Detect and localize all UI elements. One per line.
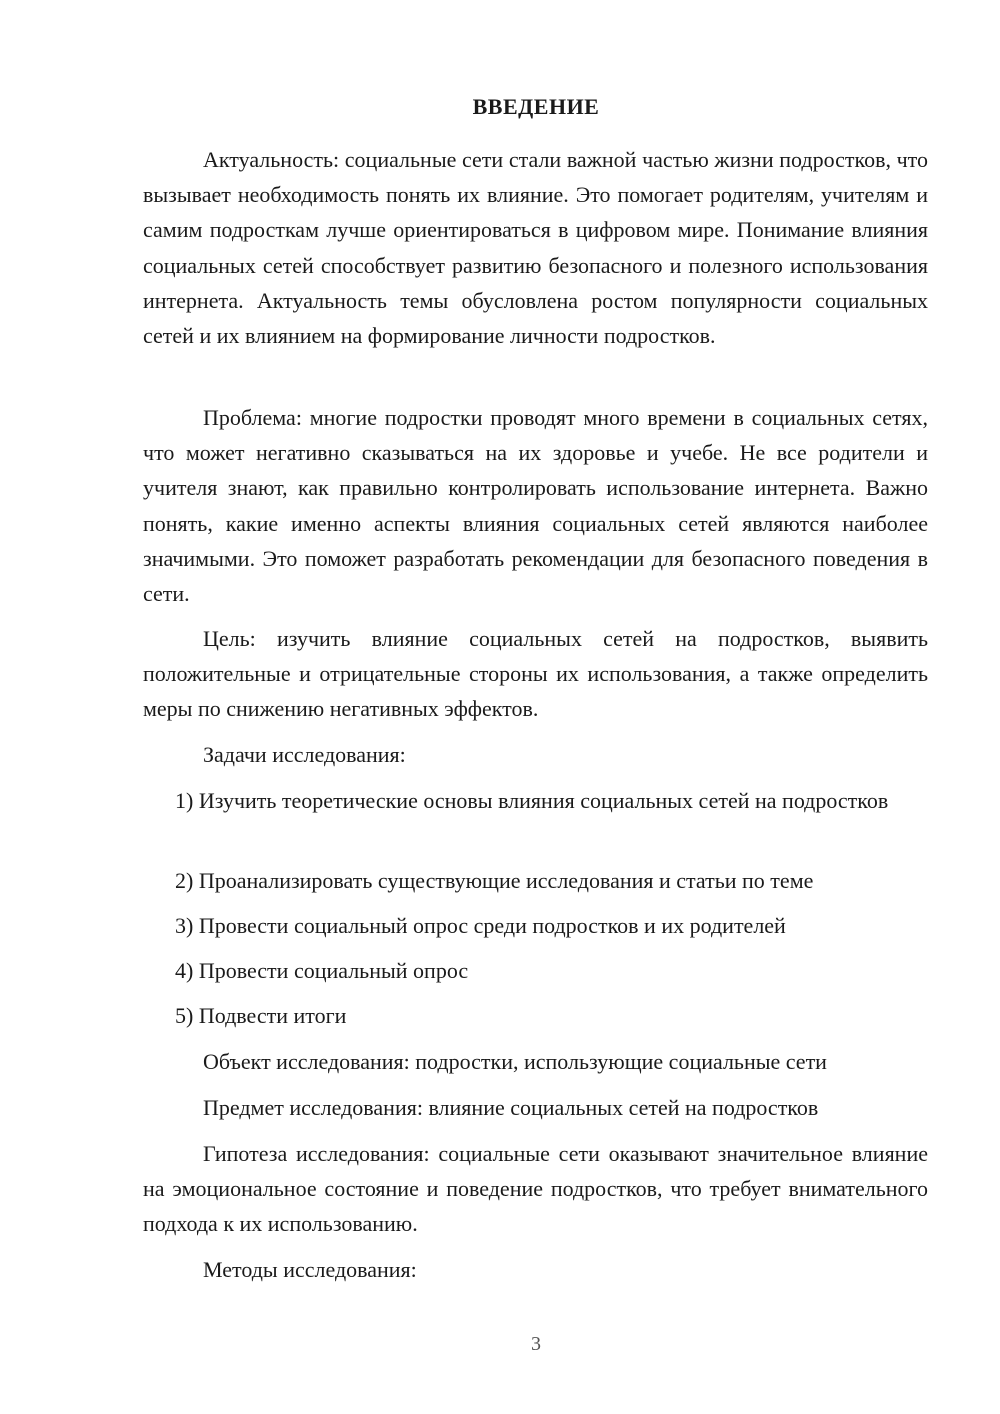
- tasks-heading: Задачи исследования:: [203, 742, 406, 767]
- goal-paragraph: Цель: изучить влияние социальных сетей на подростков, выявить положительные и отрицательные стороны их использования, а также определить меры по снижению негативных эффектов.: [143, 626, 928, 722]
- methods-heading: Методы исследования:: [203, 1257, 417, 1282]
- hypothesis-paragraph: Гипотеза исследования: социальные сети оказывают значительное влияние на эмоциональное состояние и поведение подростков, что требует внимательного подхода к их использованию.: [143, 1141, 928, 1237]
- subject-paragraph: Предмет исследования: влияние социальных сетей на подростков: [203, 1095, 819, 1120]
- task-item-5: 5) Подвести итоги: [175, 1003, 347, 1028]
- problem-paragraph: Проблема: многие подростки проводят много времени в социальных сетях, что может негативно сказываться на их здоровье и учебе. Не все родители и учителя знают, как правильно контролировать использование интернета. Важно понять, какие именно аспекты влияния социальных сетей являются наиболее значимыми. Это поможет разработать рекомендации для безопасного поведения в сети.: [143, 405, 928, 607]
- task-item-1: 1) Изучить теоретические основы влияния социальных сетей на подростков: [175, 788, 889, 813]
- task-item-3: 3) Провести социальный опрос среди подростков и их родителей: [175, 913, 786, 938]
- relevance-paragraph: Актуальность: социальные сети стали важной частью жизни подростков, что вызывает необходимость понять их влияние. Это помогает родителям, учителям и самим подросткам лучше ориентироваться в цифровом мире. Понимание влияния социальных сетей способствует развитию безопасного и полезного использования интернета. Актуальность темы обусловлена ростом популярности социальных сетей и их влиянием на формирование личности подростков.: [143, 147, 928, 349]
- page-number: 3: [531, 1333, 541, 1355]
- object-paragraph: Объект исследования: подростки, использующие социальные сети: [203, 1049, 827, 1074]
- task-item-4: 4) Провести социальный опрос: [175, 958, 469, 983]
- task-item-2: 2) Проанализировать существующие исследования и статьи по теме: [175, 868, 814, 893]
- page-title: ВВЕДЕНИЕ: [472, 94, 600, 119]
